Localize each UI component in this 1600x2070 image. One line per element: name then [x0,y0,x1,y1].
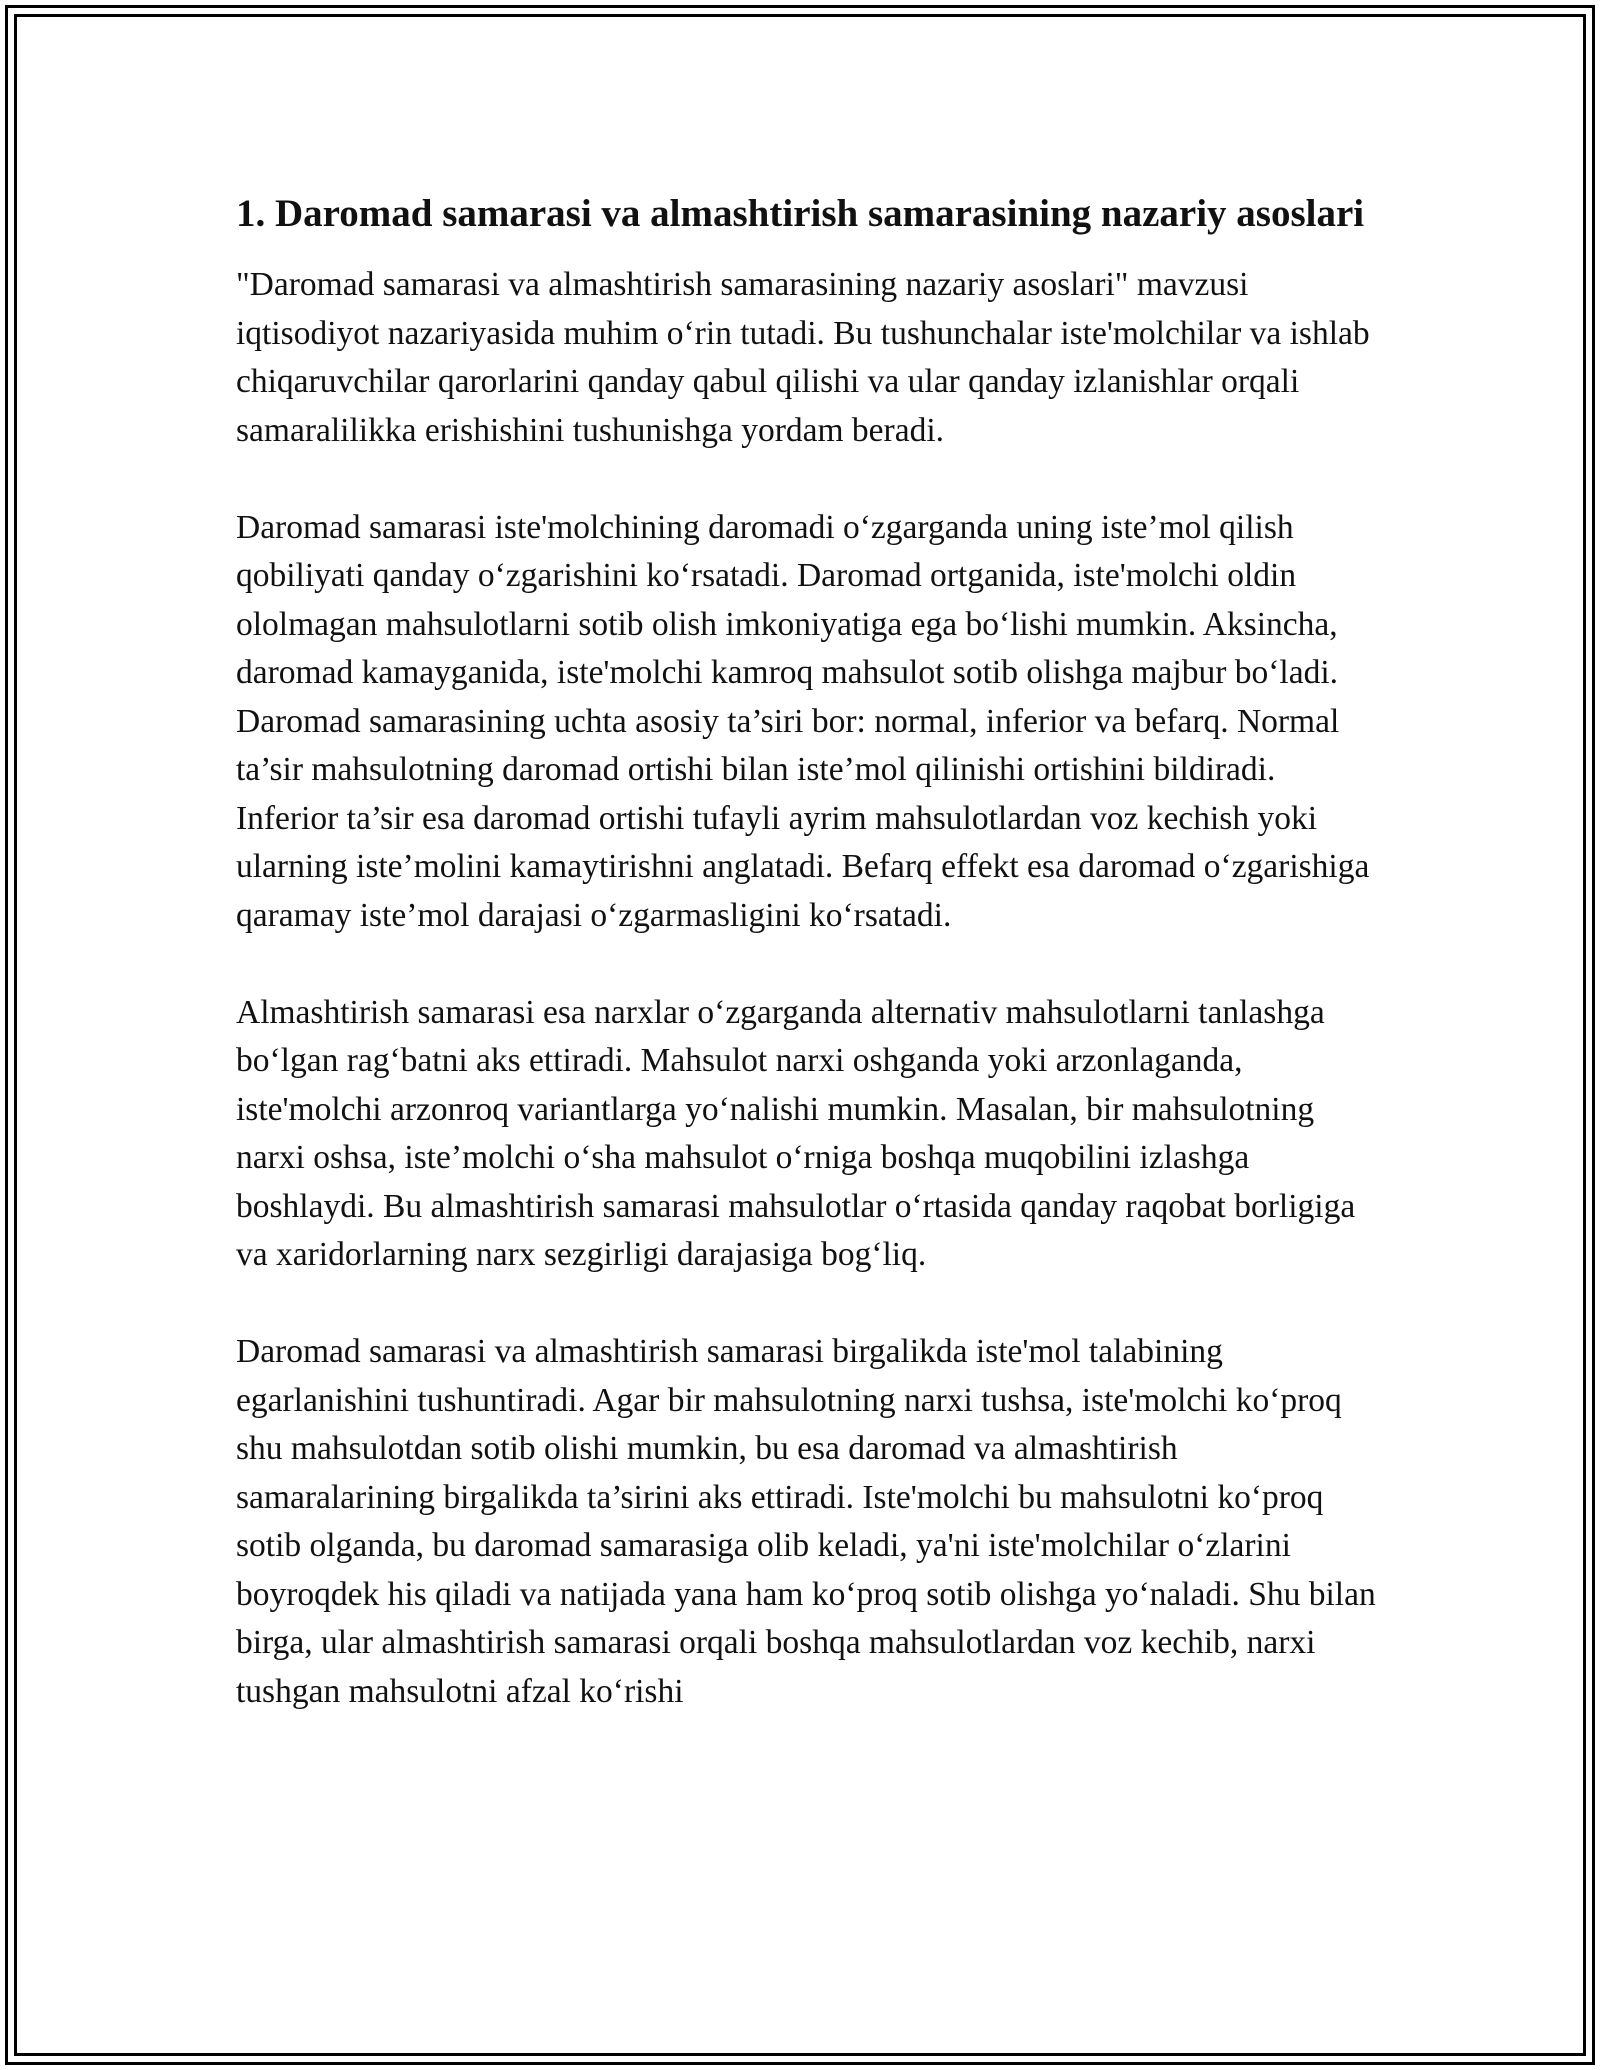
paragraph-income-effect: Daromad samarasi iste'molchining daromadi o‘zgarganda uning iste’mol qilish qobiliyati qanday o‘zgarishini ko‘rsatadi. Daromad ortganida, iste'molchi oldin ololmagan mahsulotlarni sotib olish imkoniyatiga ega bo‘lishi mumkin. Aksincha, daromad kamayganida, iste'molchi kamroq mahsulot sotib olishga majbur bo‘ladi. Daromad samarasining uchta asosiy ta’siri bor: normal, inferior va befarq. Normal ta’sir mahsulotning daromad ortishi bilan iste’mol qilinishi ortishini bildiradi. Inferior ta’sir esa daromad ortishi tufayli ayrim mahsulotlardan voz kechish yoki ularning iste’molini kamaytirishni anglatadi. Befarq effekt esa daromad o‘zgarishiga qaramay iste’mol darajasi o‘zgarmasligini ko‘rsatadi. [236,508,1370,934]
section-heading: 1. Daromad samarasi va almashtirish samarasining nazariy asoslari [236,192,1365,235]
paragraph-combined-effects: Daromad samarasi va almashtirish samarasi birgalikda iste'mol talabining egarlanishini tushuntiradi. Agar bir mahsulotning narxi tushsa, iste'molchi ko‘proq shu mahsulotdan sotib olishi mumkin, bu esa daromad va almashtirish samaralarining birgalikda ta’sirini aks ettiradi. Iste'molchi bu mahsulotni ko‘proq sotib olganda, bu daromad samarasiga olib keladi, ya'ni iste'molchilar o‘zlarini boyroqdek his qiladi va natijada yana ham ko‘proq sotib olishga yo‘naladi. Shu bilan birga, ular almashtirish samarasi orqali boshqa mahsulotlardan voz kechib, narxi tushgan mahsulotni afzal ko‘rishi [236,1333,1376,1710]
paragraph-intro: "Daromad samarasi va almashtirish samarasining nazariy asoslari" mavzusi iqtisodiyot nazariyasida muhim o‘rin tutadi. Bu tushunchalar iste'molchilar va ishlab chiqaruvchilar qarorlarini qanday qabul qilishi va ular qanday izlanishlar orqali samaralilikka erishishini tushunishga yordam beradi. [236,266,1370,449]
paragraph-substitution-effect: Almashtirish samarasi esa narxlar o‘zgarganda alternativ mahsulotlarni tanlashga bo‘lgan rag‘batni aks ettiradi. Mahsulot narxi oshganda yoki arzonlaganda, iste'molchi arzonroq variantlarga yo‘nalishi mumkin. Masalan, bir mahsulotning narxi oshsa, iste’molchi o‘sha mahsulot o‘rniga boshqa muqobilini izlashga boshlaydi. Bu almashtirish samarasi mahsulotlar o‘rtasida qanday raqobat borligiga va xaridorlarning narx sezgirligi darajasiga bog‘liq. [236,993,1356,1273]
document-body [236,186,1376,1765]
